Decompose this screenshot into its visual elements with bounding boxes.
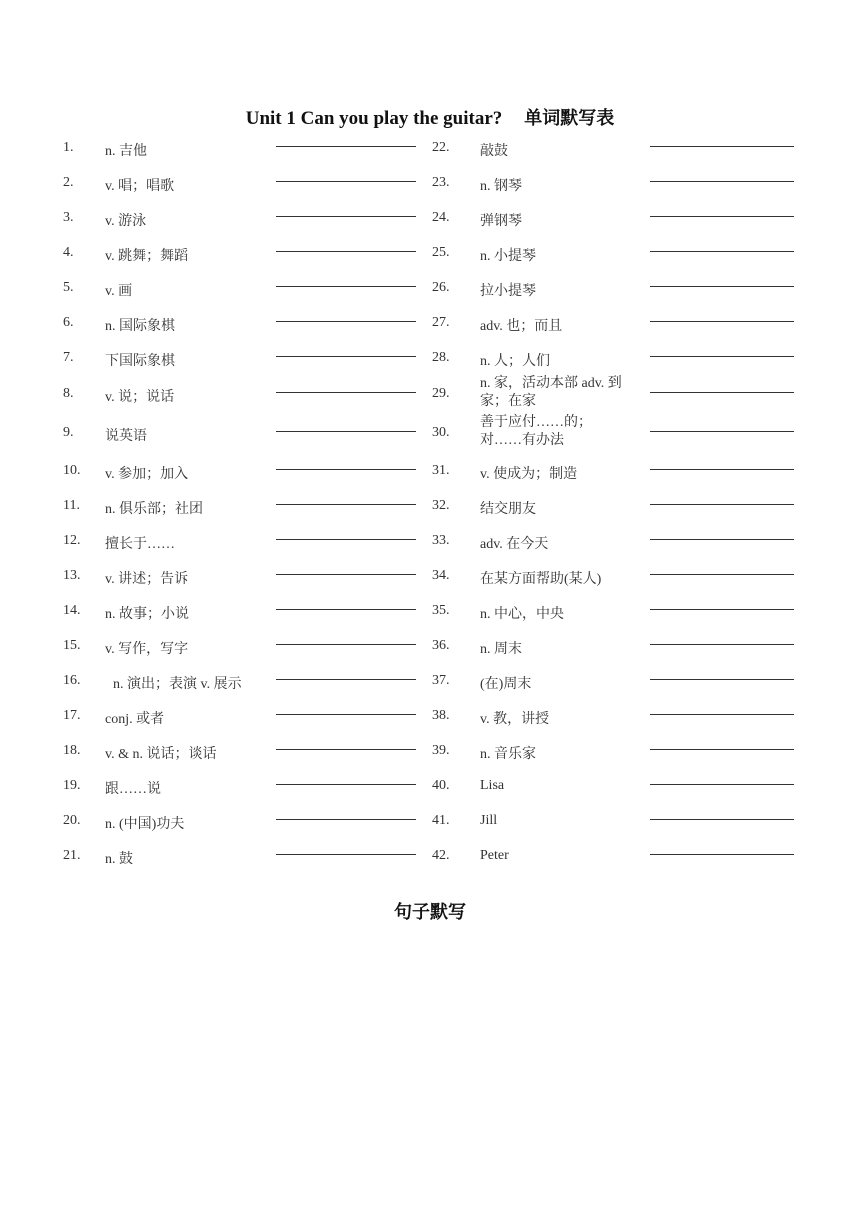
item-meaning: Jill [480,813,498,828]
item-number: 17. [63,708,81,723]
item-meaning: v. 跳舞；舞蹈 [105,249,189,264]
item-number: 16. [63,673,81,688]
item-meaning: 跟……说 [105,782,161,797]
item-meaning: 拉小提琴 [480,284,536,299]
item-meaning: v. 写作，写字 [105,642,189,657]
item-meaning: 擅长于…… [105,537,175,552]
item-number: 5. [63,280,74,295]
vocab-row [0,454,860,488]
item-number: 1. [63,140,74,155]
item-number: 33. [432,533,450,548]
answer-blank-line[interactable] [650,714,794,715]
vocab-row [0,236,860,270]
vocab-row [0,166,860,200]
vocab-row [0,594,860,628]
answer-blank-line[interactable] [650,392,794,393]
sentence-dictation-title: 句子默写 [394,902,466,923]
item-number: 36. [432,638,450,653]
item-meaning: n. 小提琴 [480,249,536,264]
item-meaning: adv. 在今天 [480,537,549,552]
answer-blank-line[interactable] [650,286,794,287]
item-meaning: 下国际象棋 [105,354,175,369]
item-meaning: n. 中心，中央 [480,607,564,622]
vocab-row [0,734,860,768]
item-meaning: v. 使成为；制造 [480,467,578,482]
item-number: 25. [432,245,450,260]
item-meaning: n. 吉他 [105,144,147,159]
answer-blank-line[interactable] [650,539,794,540]
item-meaning: 说英语 [105,429,147,444]
item-number: 12. [63,533,81,548]
item-number: 24. [432,210,450,225]
answer-blank-line[interactable] [650,251,794,252]
answer-blank-line[interactable] [650,181,794,182]
item-number: 41. [432,813,450,828]
item-number: 42. [432,848,450,863]
item-meaning: v. 讲述；告诉 [105,572,189,587]
vocab-row [0,306,860,340]
answer-blank-line[interactable] [650,431,794,432]
vocab-row [0,377,860,411]
vocab-row [0,524,860,558]
answer-blank-line[interactable] [650,854,794,855]
item-meaning: v. 唱；唱歌 [105,179,175,194]
answer-blank-line[interactable] [650,679,794,680]
item-meaning: 在某方面帮助(某人) [480,572,602,587]
item-meaning: 弹钢琴 [480,214,522,229]
item-number: 23. [432,175,450,190]
item-meaning: n. 俱乐部；社团 [105,502,203,517]
item-meaning: n. 国际象棋 [105,319,175,334]
answer-blank-line[interactable] [650,356,794,357]
answer-blank-line[interactable] [650,146,794,147]
item-number: 10. [63,463,81,478]
vocab-row [0,839,860,873]
item-number: 19. [63,778,81,793]
item-meaning: n. 故事；小说 [105,607,189,622]
item-number: 38. [432,708,450,723]
title-english: Unit 1 Can you play the guitar? [245,108,503,129]
answer-blank-line[interactable] [650,504,794,505]
item-number: 9. [63,425,74,440]
answer-blank-line[interactable] [650,216,794,217]
answer-blank-line[interactable] [650,609,794,610]
item-number: 7. [63,350,74,365]
answer-blank-line[interactable] [650,574,794,575]
item-meaning: n. 鼓 [105,852,133,867]
item-number: 35. [432,603,450,618]
answer-blank-line[interactable] [650,644,794,645]
item-meaning: n. 周末 [480,642,522,657]
item-number: 29. [432,386,450,401]
vocab-row [0,769,860,803]
item-meaning: v. 教，讲授 [480,712,550,727]
item-number: 30. [432,425,450,440]
item-meaning: Peter [480,848,509,863]
vocab-row [0,131,860,165]
vocab-row [0,341,860,375]
vocab-row [0,201,860,235]
item-meaning: n. 演出；表演 v. 展示 [113,677,242,692]
item-number: 40. [432,778,450,793]
item-meaning: n. 家，活动本部 adv. 到家；在家 [480,376,622,409]
item-number: 3. [63,210,74,225]
item-number: 8. [63,386,74,401]
vocab-row [0,629,860,663]
item-meaning: adv. 也；而且 [480,319,563,334]
item-number: 32. [432,498,450,513]
vocab-row [0,559,860,593]
item-number: 2. [63,175,74,190]
item-meaning: n. 音乐家 [480,747,536,762]
item-number: 22. [432,140,450,155]
item-meaning: conj. 或者 [105,712,165,727]
item-meaning: 善于应付……的；对……有办法 [480,415,592,448]
item-number: 18. [63,743,81,758]
item-number: 26. [432,280,450,295]
item-meaning: 敲鼓 [480,144,508,159]
item-number: 11. [63,498,80,513]
item-number: 27. [432,315,450,330]
vocab-row [0,804,860,838]
item-meaning: 结交朋友 [480,502,536,517]
vocab-row [0,271,860,305]
item-number: 6. [63,315,74,330]
item-meaning: v. & n. 说话；谈话 [105,747,217,762]
item-meaning: n. 人；人们 [480,354,550,369]
item-number: 37. [432,673,450,688]
item-meaning: v. 画 [105,284,133,299]
vocab-row [0,416,860,450]
item-number: 14. [63,603,81,618]
item-number: 15. [63,638,81,653]
item-number: 28. [432,350,450,365]
item-meaning: Lisa [480,778,505,793]
answer-blank-line[interactable] [650,784,794,785]
item-meaning: (在)周末 [480,677,532,692]
vocab-row [0,489,860,523]
item-meaning: n. 钢琴 [480,179,522,194]
item-number: 13. [63,568,81,583]
item-meaning: n. (中国)功夫 [105,817,185,832]
item-number: 21. [63,848,81,863]
item-number: 31. [432,463,450,478]
answer-blank-line[interactable] [650,469,794,470]
title-chinese: 单词默写表 [524,108,615,129]
answer-blank-line[interactable] [650,819,794,820]
answer-blank-line[interactable] [650,749,794,750]
answer-blank-line[interactable] [650,321,794,322]
item-meaning: v. 游泳 [105,214,147,229]
vocab-row [0,664,860,698]
item-number: 20. [63,813,81,828]
vocab-row [0,699,860,733]
item-number: 34. [432,568,450,583]
item-meaning: v. 参加；加入 [105,467,189,482]
item-number: 4. [63,245,74,260]
item-number: 39. [432,743,450,758]
item-meaning: v. 说；说话 [105,390,175,405]
